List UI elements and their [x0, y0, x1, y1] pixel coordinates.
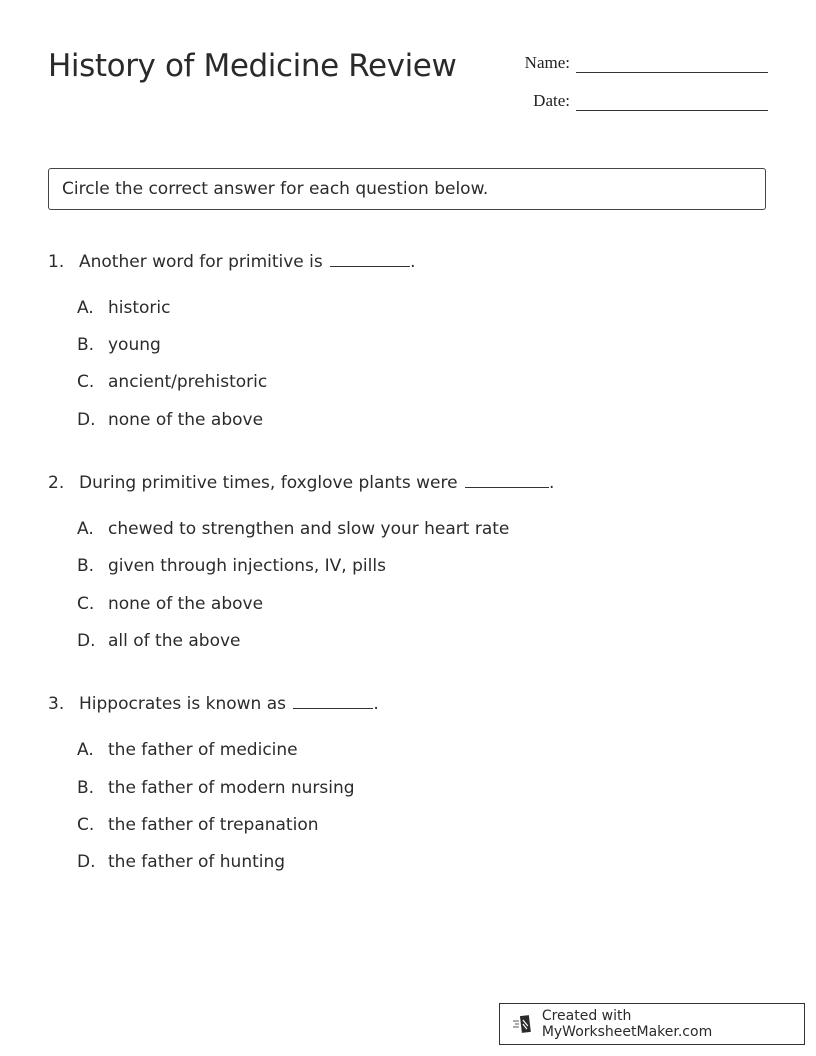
option-letter: A. — [77, 298, 94, 318]
answer-blank — [330, 252, 410, 267]
option-text: the father of medicine — [108, 740, 298, 760]
date-field[interactable] — [533, 91, 768, 111]
option-text: none of the above — [108, 594, 264, 614]
question-text: During primitive times, foxglove plants were — [79, 473, 458, 493]
option-letter: B. — [77, 778, 95, 798]
option-1c[interactable] — [77, 372, 267, 392]
option-text: given through injections, IV, pills — [108, 556, 386, 576]
name-label: Name: — [524, 53, 570, 72]
question-1 — [48, 252, 416, 272]
question-number: 3. — [48, 694, 65, 714]
option-3a[interactable] — [77, 740, 298, 760]
option-letter: A. — [77, 519, 94, 539]
option-letter: C. — [77, 815, 95, 835]
question-2 — [48, 473, 554, 493]
question-number: 2. — [48, 473, 65, 493]
option-2d[interactable] — [77, 631, 241, 651]
option-2b[interactable] — [77, 556, 386, 576]
option-letter: C. — [77, 372, 95, 392]
option-1a[interactable] — [77, 298, 170, 318]
name-line[interactable] — [576, 56, 768, 73]
name-field[interactable] — [525, 53, 768, 73]
option-text: ancient/prehistoric — [108, 372, 268, 392]
option-1d[interactable] — [77, 410, 263, 430]
option-text: all of the above — [108, 631, 241, 651]
created-with-text: Created with MyWorksheetMaker.com — [541, 1008, 713, 1040]
date-label: Date: — [533, 91, 570, 110]
option-letter: A. — [77, 740, 94, 760]
option-text: the father of trepanation — [108, 815, 319, 835]
question-end: . — [410, 252, 416, 272]
option-1b[interactable] — [77, 335, 161, 355]
question-text: Hippocrates is known as — [79, 694, 286, 714]
question-number: 1. — [48, 252, 65, 272]
option-letter: B. — [77, 335, 95, 355]
question-end: . — [373, 694, 379, 714]
option-text: chewed to strengthen and slow your heart rate — [108, 519, 510, 539]
question-text: Another word for primitive is — [79, 252, 323, 272]
answer-blank — [465, 473, 549, 488]
answer-blank — [293, 694, 373, 709]
option-letter: D. — [77, 852, 96, 872]
option-letter: B. — [77, 556, 95, 576]
worksheet-logo-icon — [512, 1014, 534, 1034]
option-3d[interactable] — [77, 852, 285, 872]
worksheet-title: History of Medicine Review — [48, 48, 457, 84]
question-3 — [48, 694, 379, 714]
instructions-box: Circle the correct answer for each question below. — [48, 168, 766, 210]
option-2c[interactable] — [77, 594, 263, 614]
option-letter: D. — [77, 631, 96, 651]
option-letter: C. — [77, 594, 95, 614]
option-text: none of the above — [108, 410, 264, 430]
created-with-badge[interactable] — [499, 1003, 805, 1045]
option-letter: D. — [77, 410, 96, 430]
date-line[interactable] — [576, 94, 768, 111]
option-text: historic — [108, 298, 171, 318]
option-text: the father of modern nursing — [108, 778, 355, 798]
question-end: . — [548, 473, 555, 493]
option-2a[interactable] — [77, 519, 509, 539]
option-3b[interactable] — [77, 778, 355, 798]
option-text: young — [108, 335, 161, 355]
option-text: the father of hunting — [108, 852, 286, 872]
option-3c[interactable] — [77, 815, 319, 835]
